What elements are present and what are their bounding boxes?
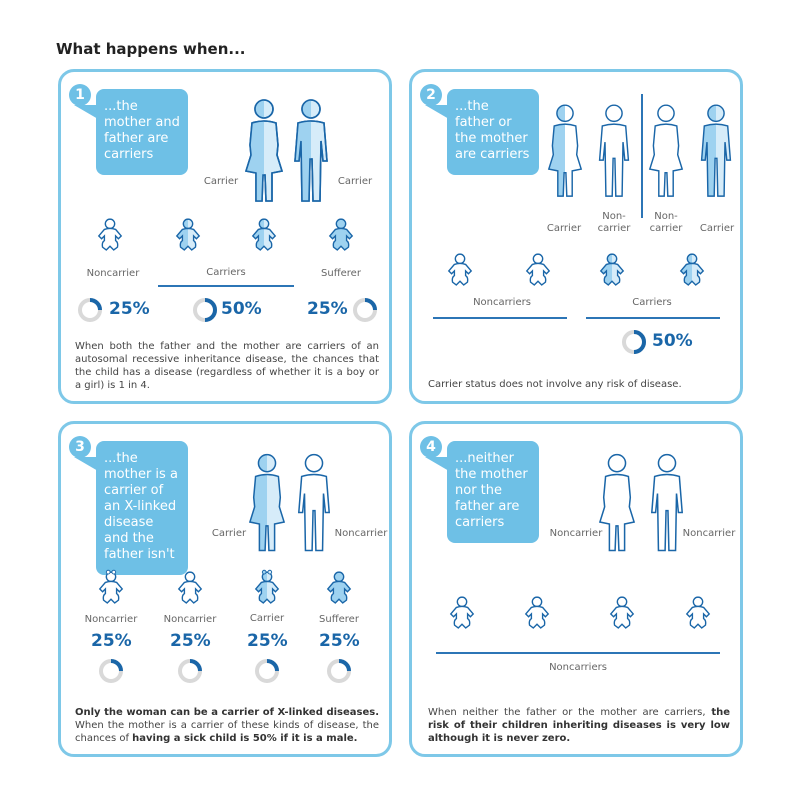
speech-bubble: ...neither the mother nor the father are carriers: [447, 441, 539, 543]
child-percent: 25%: [319, 631, 360, 651]
page-title: What happens when...: [56, 40, 246, 58]
noncarriers-group-label: Noncarriers: [549, 662, 607, 673]
panel-x-linked: [58, 421, 392, 757]
carriers-divider: [158, 285, 294, 287]
baby-carrier-icon: [174, 218, 202, 252]
panel-no-carriers: [409, 421, 743, 757]
noncarriers-divider: [433, 317, 567, 319]
baby-noncarrier-icon: [608, 596, 636, 630]
sufferer-label: Sufferer: [321, 268, 361, 279]
parent-status-label: Non- carrier: [597, 211, 631, 234]
ring-25-icon: [254, 658, 280, 684]
mother-status-label: Carrier: [203, 176, 239, 187]
child-percent: 25%: [247, 631, 288, 651]
noncarriers-group-label: Noncarriers: [473, 297, 531, 308]
sufferer-percent: 25%: [307, 299, 348, 319]
ring-25-icon: [352, 297, 378, 323]
father-noncarrier-icon: [596, 96, 632, 208]
speech-bubble: ...the mother and father are carriers: [96, 89, 188, 175]
father-carrier-icon: [698, 96, 734, 208]
parent-status-label: Non- carrier: [649, 211, 683, 234]
step-number-badge: 3: [69, 436, 91, 458]
baby-noncarrier-icon: [684, 596, 712, 630]
ring-25-icon: [177, 658, 203, 684]
step-number-badge: 1: [69, 84, 91, 106]
step-number-badge: 4: [420, 436, 442, 458]
noncarriers-divider: [436, 652, 720, 654]
mother-status-label: Carrier: [211, 528, 247, 539]
carriers-percent: 50%: [652, 331, 693, 351]
child-status-label: Carrier: [249, 613, 285, 624]
father-carrier-icon: [291, 96, 331, 208]
baby-carrier-icon: [598, 253, 626, 287]
child-status-label: Noncarrier: [163, 614, 217, 625]
noncarrier-label: Noncarrier: [86, 268, 140, 279]
child-percent: 25%: [170, 631, 211, 651]
speech-bubble: ...the mother is a carrier of an X-linked disease and the father isn't: [96, 441, 188, 575]
mother-carrier-icon: [248, 448, 286, 560]
child-status-label: Noncarrier: [84, 614, 138, 625]
father-status-label: Noncarrier: [682, 528, 736, 539]
parent-status-label: Carrier: [546, 223, 582, 234]
baby-boy-noncarrier-icon: [176, 570, 204, 606]
baby-noncarrier-icon: [448, 596, 476, 630]
baby-girl-noncarrier-icon: [97, 570, 125, 606]
mother-status-label: Noncarrier: [549, 528, 603, 539]
ring-25-icon: [98, 658, 124, 684]
carriers-group-label: Carriers: [632, 297, 672, 308]
father-status-label: Noncarrier: [334, 528, 388, 539]
ring-50-icon: [621, 329, 647, 355]
baby-boy-sufferer-icon: [325, 570, 353, 606]
ring-50-icon: [192, 297, 218, 323]
baby-carrier-icon: [250, 218, 278, 252]
mother-carrier-icon: [547, 96, 583, 208]
noncarrier-percent: 25%: [109, 299, 150, 319]
parent-status-label: Carrier: [699, 223, 735, 234]
child-status-label: Sufferer: [319, 614, 359, 625]
baby-noncarrier-icon: [96, 218, 124, 252]
child-percent: 25%: [91, 631, 132, 651]
baby-noncarrier-icon: [446, 253, 474, 287]
panel-description: Only the woman can be a carrier of X-linked diseases. When the mother is a carrier of these kinds of disease, the chances of having a sick child is 50% if it is a male.: [75, 707, 379, 744]
carriers-group-label: Carriers: [206, 267, 246, 278]
baby-noncarrier-icon: [523, 596, 551, 630]
father-status-label: Carrier: [337, 176, 373, 187]
step-number-badge: 2: [420, 84, 442, 106]
panel-one-carrier: [409, 69, 743, 404]
mother-noncarrier-icon: [598, 448, 636, 560]
panel-description: When neither the father or the mother are carriers, the risk of their children inheriting diseases is very low although it is never zero.: [428, 707, 730, 744]
father-noncarrier-icon: [648, 448, 686, 560]
speech-bubble: ...the father or the mother are carriers: [447, 89, 539, 175]
ring-25-icon: [77, 297, 103, 323]
panel-description: When both the father and the mother are carriers of an autosomal recessive inheritance disease, the chances that the child has a disease (regardless of whether it is a boy or a girl) is 1 in 4.: [75, 341, 379, 391]
panel-both-carriers: [58, 69, 392, 404]
option-divider: [641, 94, 643, 218]
panel-description: Carrier status does not involve any risk of disease.: [428, 379, 682, 390]
baby-carrier-icon: [678, 253, 706, 287]
baby-sufferer-icon: [327, 218, 355, 252]
baby-girl-carrier-icon: [253, 570, 281, 606]
carriers-divider: [586, 317, 720, 319]
carriers-percent: 50%: [221, 299, 262, 319]
father-noncarrier-icon: [295, 448, 333, 560]
mother-noncarrier-icon: [648, 96, 684, 208]
ring-25-icon: [326, 658, 352, 684]
baby-noncarrier-icon: [524, 253, 552, 287]
mother-carrier-icon: [244, 96, 284, 208]
